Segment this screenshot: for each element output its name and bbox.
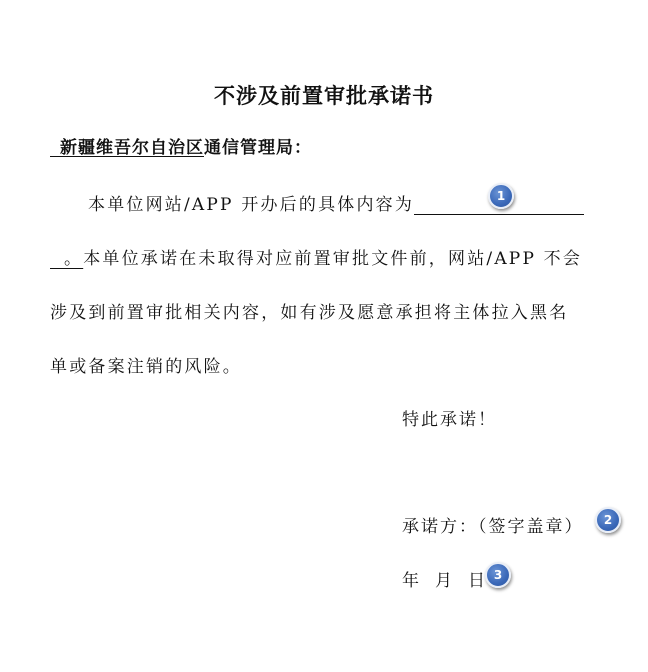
body-line-1-text: 本单位网站/APP 开办后的具体内容为 [88,195,415,215]
annotation-marker-2[interactable]: 2 [595,507,621,533]
addressee-underline-lead [50,138,60,157]
date-day-label: 日 [468,571,485,591]
annotation-marker-1[interactable]: 1 [488,183,514,209]
date-field[interactable] [402,566,485,591]
addressee-agency: 通信管理局： [204,138,312,158]
content-fill-blank-continued[interactable] [50,250,64,269]
body-line-2-period: 。 [64,249,84,269]
closing-statement: 特此承诺！ [402,410,497,430]
body-line-3: 涉及到前置审批相关内容，如有涉及愿意承担将主体拉入黑名 [50,303,569,323]
body-line-2 [50,244,582,269]
body-line-2-text: 本单位承诺在未取得对应前置审批文件前，网站/APP 不会 [83,249,583,269]
signer-field[interactable]: 承诺方：（签字盖章） [402,517,584,537]
date-year-label: 年 [402,571,419,591]
document-title: 不涉及前置审批承诺书 [214,84,434,108]
date-month-label: 月 [435,571,452,591]
body-line-4: 单或备案注销的风险。 [50,357,242,377]
addressee-line [50,133,312,158]
addressee-region: 新疆维吾尔自治区 [60,138,204,158]
annotation-marker-3[interactable]: 3 [485,562,511,588]
